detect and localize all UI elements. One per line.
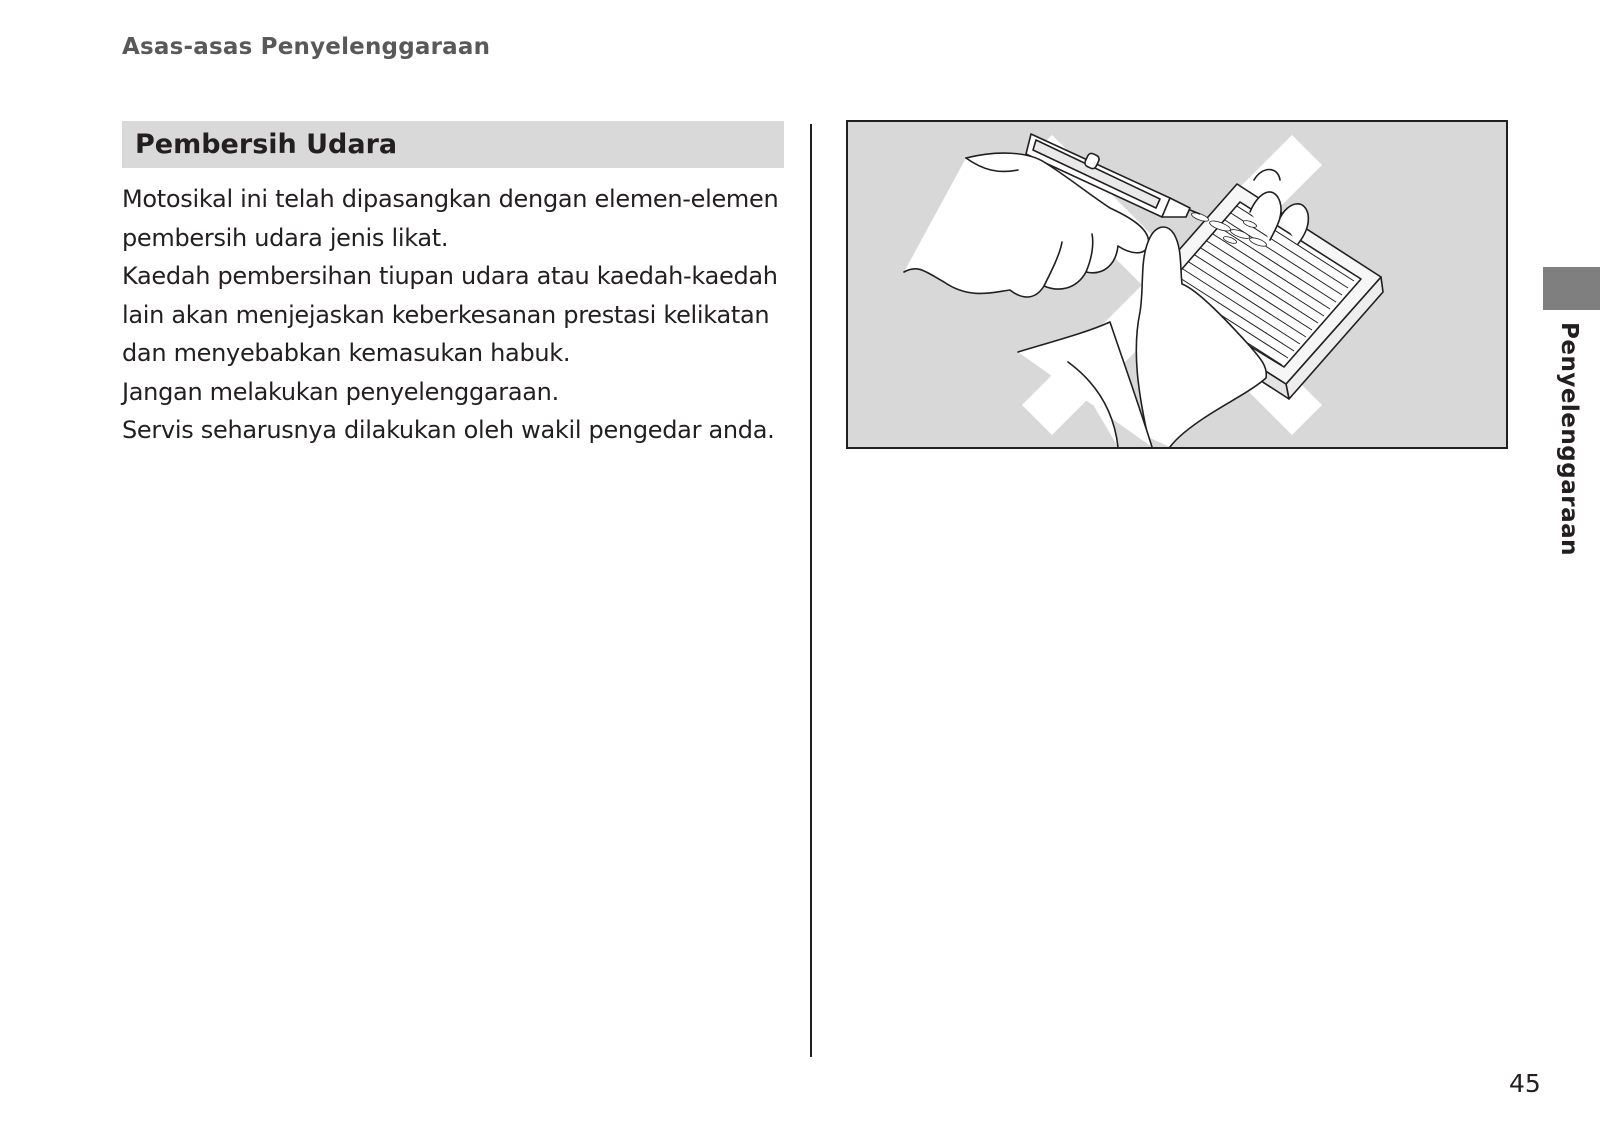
side-label: Penyelenggaraan	[1556, 322, 1582, 556]
page-number: 45	[1509, 1069, 1541, 1098]
section-heading-bar	[122, 121, 784, 168]
paragraph: Motosikal ini telah dipasangkan dengan elemen-elemen pembersih udara jenis likat.	[122, 185, 779, 252]
illustration-frame	[846, 120, 1508, 449]
column-divider	[810, 124, 812, 1057]
prohibited-air-blow-cleaning-icon	[848, 122, 1506, 447]
body-text	[122, 180, 802, 450]
side-tab	[1543, 267, 1600, 310]
paragraph: Servis seharusnya dilakukan oleh wakil pengedar anda.	[122, 416, 775, 444]
running-header: Asas-asas Penyelenggaraan	[122, 34, 491, 60]
section-heading: Pembersih Udara	[135, 129, 398, 160]
paragraph: Jangan melakukan penyelenggaraan.	[122, 377, 559, 406]
paragraph: Kaedah pembersihan tiupan udara atau kaedah-kaedah lain akan menjejaskan keberkesanan prestasi kelikatan dan menyebabkan kemasukan habuk.	[122, 262, 778, 367]
